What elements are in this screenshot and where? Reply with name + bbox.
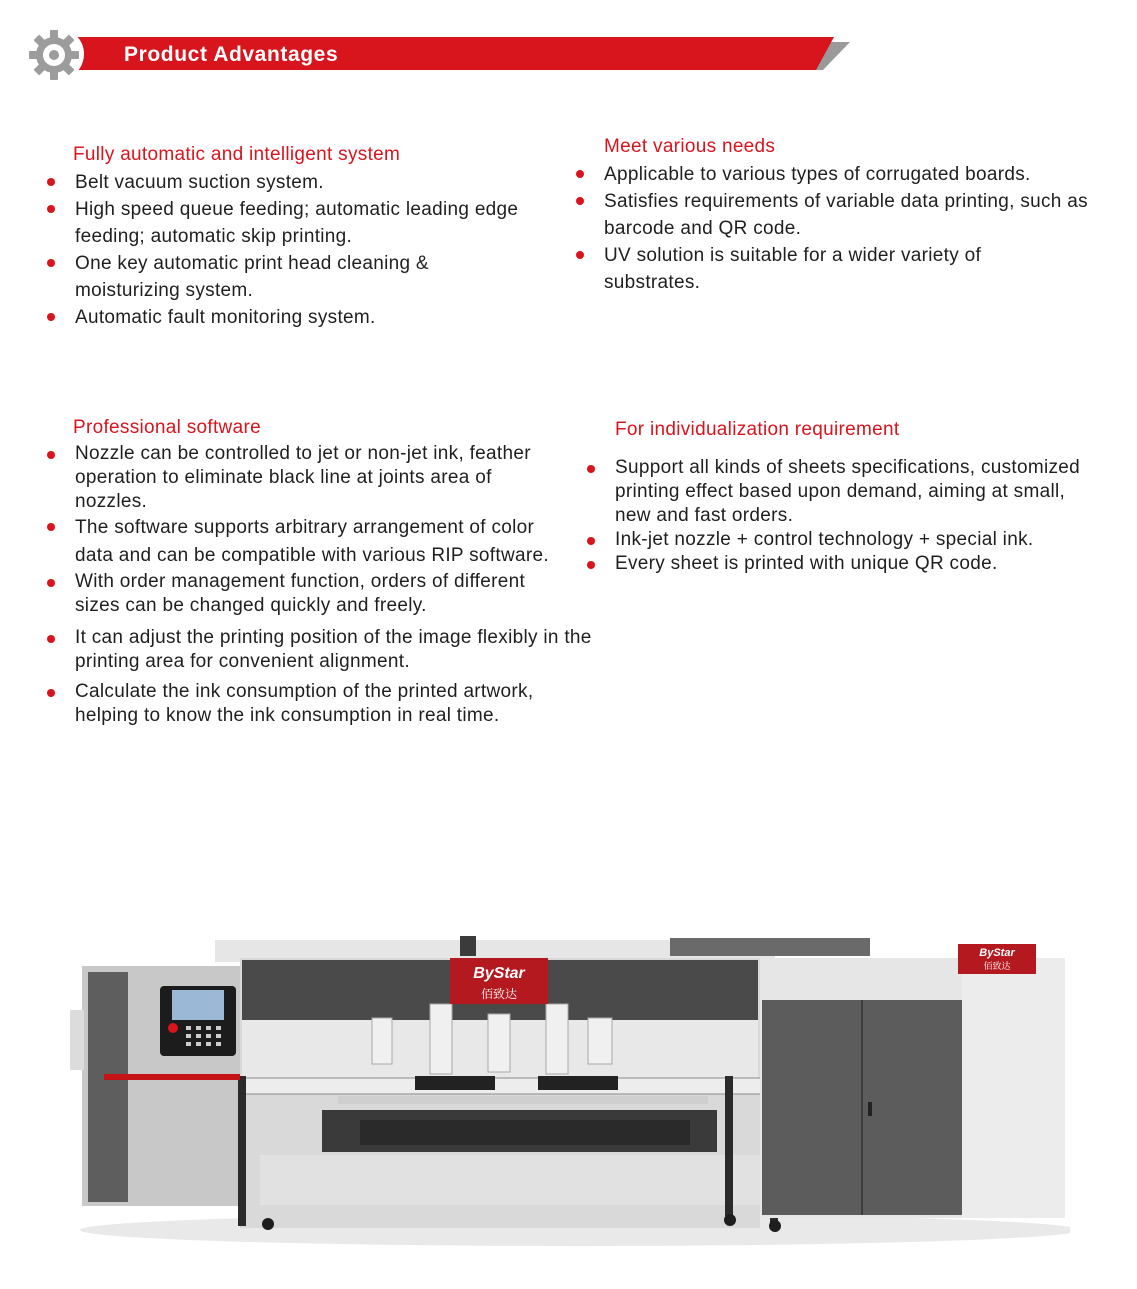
list-item: Satisfies requirements of variable data printing, such as barcode and QR code. (604, 188, 1094, 242)
section-title: Meet various needs (604, 136, 776, 157)
bullet-dot (47, 259, 55, 267)
section-automatic-system (73, 143, 563, 331)
list-item: Ink-jet nozzle + control technology + special ink. (615, 528, 1125, 552)
section-individualization (615, 418, 1125, 576)
bullet-dot (47, 689, 55, 697)
bullet-list (604, 161, 1104, 296)
gear-icon (28, 30, 80, 82)
bullet-dot (47, 178, 55, 186)
bullet-list (615, 456, 1125, 576)
bullet-dot (576, 251, 584, 259)
section-various-needs (604, 135, 1104, 296)
bullet-dot (587, 465, 595, 473)
list-item: UV solution is suitable for a wider variety of substrates. (604, 242, 1024, 296)
bullet-dot (587, 537, 595, 545)
section-professional-software (73, 416, 613, 728)
section-title: For individualization requirement (615, 419, 900, 440)
machine-brand-label-right: ByStar (979, 947, 1015, 959)
bullet-list (75, 442, 613, 728)
bullet-list (75, 169, 563, 331)
list-item: Support all kinds of sheets specifications, customized printing effect based upon demand, aiming at small, new and fast orders. (615, 456, 1100, 528)
bullet-dot (47, 313, 55, 321)
bullet-dot (587, 561, 595, 569)
list-item: One key automatic print head cleaning & moisturizing system. (75, 250, 505, 304)
list-item: Automatic fault monitoring system. (75, 304, 563, 331)
list-item: It can adjust the printing position of the image flexibly in the printing area for convenient alignment. (75, 626, 610, 674)
bullet-dot (47, 205, 55, 213)
list-item: Applicable to various types of corrugated boards. (604, 161, 1034, 188)
bullet-dot (576, 197, 584, 205)
bullet-dot (576, 170, 584, 178)
section-header-banner (28, 30, 858, 80)
bullet-dot (47, 523, 55, 531)
list-item: Nozzle can be controlled to jet or non-jet ink, feather operation to eliminate black line at joints area of nozzles. (75, 442, 535, 514)
list-item: Every sheet is printed with unique QR code. (615, 552, 1125, 576)
bullet-dot (47, 451, 55, 459)
page-title: Product Advantages (124, 43, 339, 66)
section-title: Professional software (73, 417, 261, 438)
bullet-dot (47, 635, 55, 643)
bullet-dot (47, 579, 55, 587)
list-item: High speed queue feeding; automatic leading edge feeding; automatic skip printing. (75, 196, 545, 250)
list-item: The software supports arbitrary arrangement of color data and can be compatible with various RIP software. (75, 514, 565, 570)
machine-brand-cn: 佰致达 (480, 987, 518, 1001)
list-item: Calculate the ink consumption of the printed artwork, helping to know the ink consumption in real time. (75, 680, 535, 728)
list-item: With order management function, orders of different sizes can be changed quickly and freely. (75, 570, 575, 618)
section-title: Fully automatic and intelligent system (73, 144, 401, 165)
machine-brand-cn-right: 佰致达 (983, 962, 1011, 972)
machine-brand-label: ByStar (473, 965, 525, 982)
list-item: Belt vacuum suction system. (75, 169, 563, 196)
printer-machine-image (60, 930, 1070, 1250)
